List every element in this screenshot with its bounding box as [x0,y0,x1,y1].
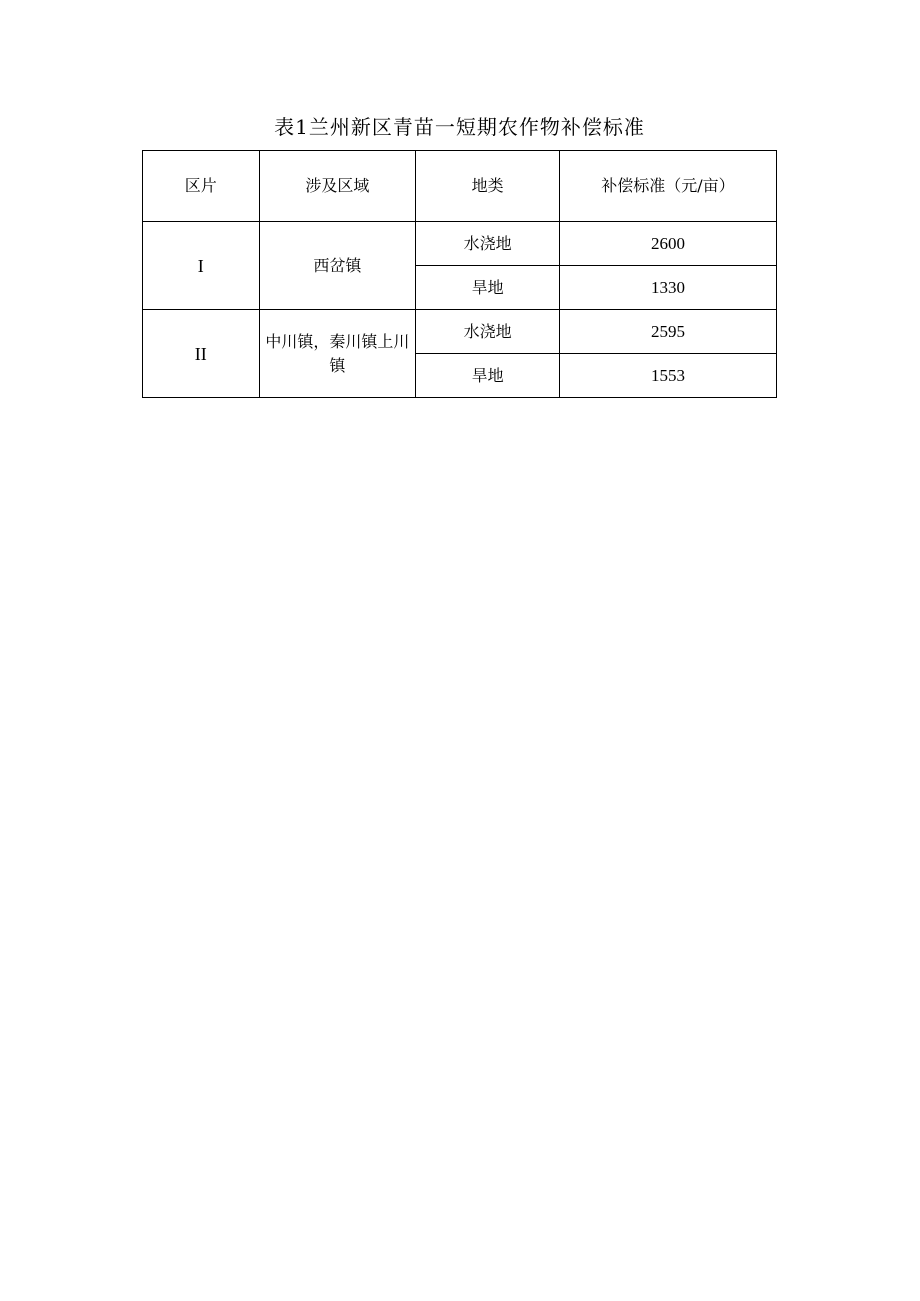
area-cell: 西岔镇 [259,222,416,310]
zone-cell: II [143,310,260,398]
standard-cell: 2595 [559,310,776,354]
compensation-table [142,150,777,398]
table-row [143,222,777,266]
land-type-cell: 旱地 [416,354,560,398]
table-title: 表1兰州新区青苗一短期农作物补偿标准 [274,115,645,139]
standard-cell: 2600 [559,222,776,266]
land-type-cell: 水浇地 [416,222,560,266]
header-land-type: 地类 [416,151,560,222]
area-cell: 中川镇，秦川镇上川镇 [259,310,416,398]
standard-cell: 1553 [559,354,776,398]
header-zone: 区片 [143,151,260,222]
standard-cell: 1330 [559,266,776,310]
land-type-cell: 水浇地 [416,310,560,354]
header-area: 涉及区域 [259,151,416,222]
zone-cell: I [143,222,260,310]
table-row [143,310,777,354]
land-type-cell: 旱地 [416,266,560,310]
table-header-row [143,151,777,222]
header-standard: 补偿标准（元/亩） [559,151,776,222]
